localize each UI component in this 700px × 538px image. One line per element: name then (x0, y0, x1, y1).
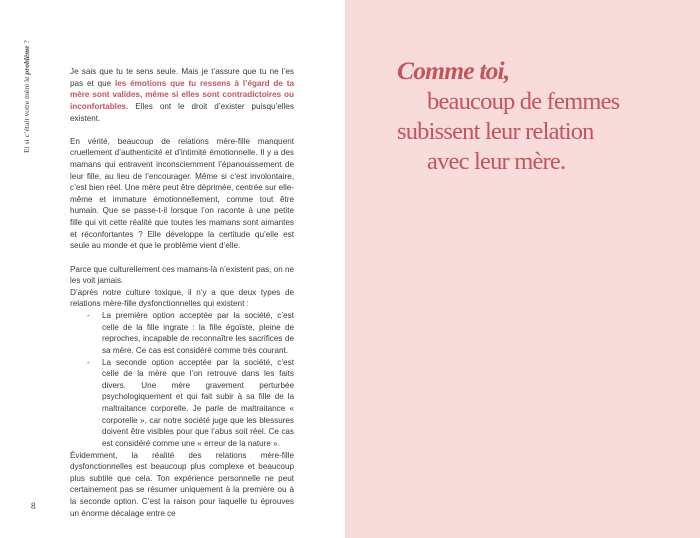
running-head-regular: Et si c’était votre mère le (22, 74, 31, 153)
left-page (0, 0, 345, 538)
right-page (345, 0, 700, 538)
pull-quote-line-4: avec leur mère. (427, 148, 566, 175)
paragraph-2: En vérité, beaucoup de relations mère-fille manquent cruellement d’authenticité et d’intimité émotionnelle. Il y a des mamans qui entravent inconsciemment l’épanouissement de leur fille, au lieu de l’encourager. Même si c’est involontaire, c’est bien réel. Une mère peut être déprimée, centrée sur elle-même et immature émotionnellement, comme tout être humain. Que se passe-t-il lorsque l’on raconte à une petite fille qui vit cette réalité que toutes les mamans sont aimantes et réconfortantes ? Elle développe la certitude qu’elle est seule au monde et que le problème vient d’elle. (70, 136, 294, 251)
paragraph-3: Parce que culturellement ces mamans-là n’existent pas, on ne les voit jamais. (70, 264, 295, 286)
pull-quote-line-1: Comme toi, (397, 56, 510, 85)
list-item-text: La seconde option acceptée par la société, c’est celle de la mère que l’on retrouve dans les faits divers. Une mère gravement perturbée psychologiquement et qui fait subir à sa fille de la maltraitance corporelle. Je parle de maltraitance « corporelle », car notre société juge que les blessures doivent être visibles pour que l’abus soit réel. Ce cas est considéré comme une « erreur de la nature ». (102, 357, 294, 448)
list-dash: - (87, 311, 90, 321)
body-text (70, 66, 294, 519)
paragraph-5: Évidemment, la réalité des relations mère-fille dysfonctionnelles est beaucoup plus complexe et beaucoup plus subtile que cela. Ton expérience personnelle ne peut certainement pas se résumer uniquement à la première ou à la seconde option. C’est la raison pour laquelle tu éprouves un énorme décalage entre ce (70, 450, 294, 518)
paragraph-1-end: Elles ont le droit d’exister puisqu’elles existent. (70, 101, 294, 123)
paragraph-1-start: Je sais que tu te sens seule. Mais je t’assure que tu ne l’es pas et que (70, 67, 294, 88)
running-head-italic: problème (22, 45, 31, 75)
list-dash: - (87, 357, 90, 367)
paragraph-4: D’après notre culture toxique, il n’y a que deux types de relations mère-fille dysfonctionnelles qui existent : (70, 287, 294, 309)
page-number: 8 (31, 501, 36, 511)
list-item (70, 310, 294, 357)
highlighted-sentence: les émotions que tu ressens à l’égard de ta mère sont valides, même si elles sont contradictoires ou inconfortables. (70, 78, 294, 111)
running-head (20, 40, 34, 180)
dash-list (70, 310, 294, 450)
pull-quote-line-3: subissent leur relation (397, 118, 594, 145)
pull-quote-line-2: beaucoup de femmes (427, 88, 620, 115)
paragraph-1 (70, 66, 294, 124)
list-item (70, 357, 294, 450)
list-item-text: La première option acceptée par la société, c’est celle de la fille ingrate : la fille égoïste, pleine de reproches, incapable de reconnaître les sacrifices de sa mère. Ce cas est considéré comme très courant. (102, 311, 294, 355)
running-head-end: ? (22, 40, 31, 46)
